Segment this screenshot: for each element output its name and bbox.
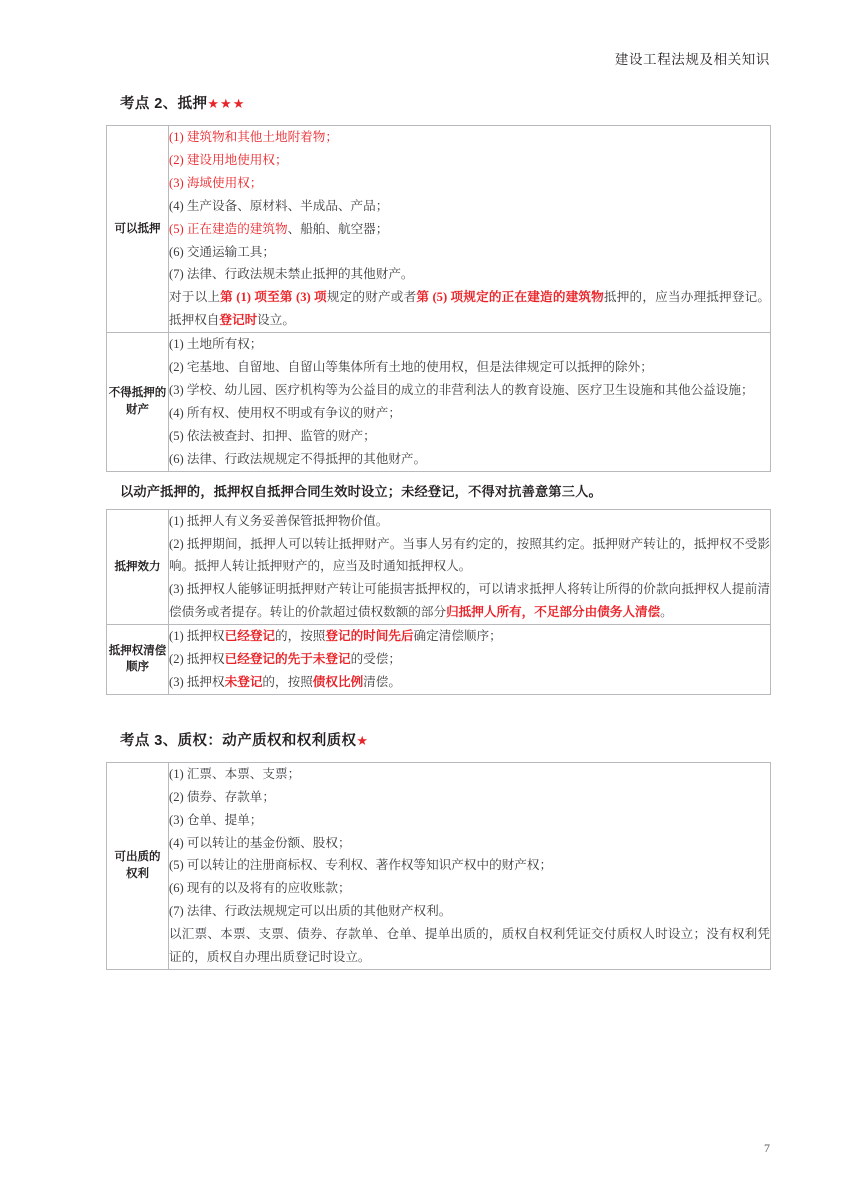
list-item-emphasis: 已经登记 [224,629,275,644]
row-body-diyaxiaoli [169,509,771,625]
list-item-emphasis: 债权比例 [312,674,364,689]
list-item: (7) 法律、行政法规未禁止抵押的其他财产。 [169,267,414,282]
list-item-emphasis: 已经登记的先于未登记 [224,652,351,667]
running-header: 建设工程法规及相关知识 [614,52,770,67]
list-item: (6) 交通运输工具； [169,244,275,259]
row-label-text: 权利 [126,867,149,880]
row-label-text: 不得抵押的 [108,387,167,400]
section-gap [106,695,771,729]
row-label-text: 抵押权清偿 [108,644,167,657]
summary-part: 对于以上 [169,290,221,305]
table-row [107,126,771,333]
list-item-summary: 以汇票、本票、支票、债券、存款单、仓单、提单出质的，质权自权利凭证交付质权人时设立；没有权利凭证的，质权自办理出质登记时设立。 [169,927,770,965]
list-item: (7) 法律、行政法规规定可以出质的其他财产权利。 [169,904,452,919]
list-item: (5) 依法被查封、扣押、监管的财产； [169,428,376,443]
section-heading-text: 考点 2、抵押 [120,96,208,112]
list-item [169,625,770,648]
list-item: (3) 仓单、提单； [169,812,263,827]
row-label-qingchangshunxu [107,625,169,695]
list-item-part: 的，按照 [275,629,326,644]
list-item-emphasis: 登记的时间先后 [325,629,414,644]
summary-emphasis: 登记时 [219,313,258,328]
list-item: (6) 法律、行政法规规定不得抵押的其他财产。 [169,451,427,466]
section-heading-text: 考点 3、质权：动产质权和权利质权 [120,732,357,749]
page-content [106,92,771,970]
row-label-text: 财产 [126,403,149,416]
table-row [107,762,771,969]
list-item: (1) 抵押人有义务妥善保管抵押物价值。 [169,513,389,528]
list-item: (2) 建设用地使用权； [169,152,288,167]
summary-emphasis: 第 (5) 项规定的正在建造的建筑物 [416,290,604,305]
table-mortgage-effect [106,509,771,695]
list-item-part: 。 [660,605,673,620]
list-item: (1) 汇票、本票、支票； [169,766,301,781]
summary-emphasis: 第 (1) 项至第 (3) 项 [220,290,327,305]
row-label-keyidiya [107,126,169,333]
section-heading-kaodian-2 [120,92,771,113]
list-item [169,218,770,241]
list-item: (3) 学校、幼儿园、医疗机构等为公益目的成立的非营利法人的教育设施、医疗卫生设施和其他公益设施； [169,382,754,397]
list-item-part: 的受偿； [350,652,401,667]
table-mortgage [106,125,771,472]
summary-part: 抵押的，应当办理抵押登记。抵押权自 [169,290,771,328]
list-item-tail: 、船舶、航空器； [287,221,389,236]
table-row [107,509,771,625]
table-row [107,625,771,695]
list-item-emphasis: 未登记 [224,674,263,689]
row-body-budedeiya [169,333,771,471]
row-label-diyaxiaoli [107,509,169,625]
list-item-part: (3) 抵押权 [169,674,225,689]
row-body-keyidiya [169,126,771,333]
row-label-budedeiya [107,333,169,471]
row-label-text: 顺序 [126,661,149,674]
difficulty-stars: ★★★ [207,96,246,111]
list-item-summary [169,286,770,332]
list-item [169,578,770,624]
summary-part: 设立。 [257,313,295,328]
list-item: (6) 现有的以及将有的应收账款； [169,881,351,896]
list-item-part: 的，按照 [262,674,313,689]
list-item: (4) 生产设备、原材料、半成品、产品； [169,198,389,213]
list-item-emphasis: 归抵押人所有，不足部分由债务人清偿 [446,605,661,620]
page-number: 7 [764,1141,770,1155]
list-item-part: (3) 抵押权人能够证明抵押财产转让可能损害抵押权的，可以请求抵押人将转让所得的价款向抵押权人提前清偿债务或者提存。转让的价款超过债权数额的部分 [169,582,770,620]
list-item: (2) 债券、存款单； [169,789,275,804]
row-label-text: 抵押效力 [114,560,161,573]
list-item: (1) 土地所有权； [169,337,263,352]
table-pledge [106,762,771,970]
list-item [169,648,770,671]
row-label-kechuzhi [107,762,169,969]
list-item: (3) 海域使用权； [169,175,263,190]
list-item-emphasis: (5) 正在建造的建筑物 [169,221,288,236]
list-item: (2) 抵押期间，抵押人可以转让抵押财产。当事人另有约定的，按照其约定。抵押财产转让的，抵押权不受影响。抵押人转让抵押财产的，应当及时通知抵押权人。 [169,536,770,574]
row-body-qingchangshunxu [169,625,771,695]
row-body-kechuzhi [169,762,771,969]
list-item: (1) 建筑物和其他土地附着物； [169,130,338,144]
table-row [107,333,771,471]
list-item-part: (1) 抵押权 [169,629,225,644]
list-item-part: 确定清偿顺序； [413,629,502,644]
row-label-text: 可以抵押 [114,222,161,235]
list-item [169,671,770,694]
row-label-text: 可出质的 [114,851,161,864]
list-item-part: (2) 抵押权 [169,652,225,667]
summary-part: 规定的财产或者 [326,290,417,305]
list-item-part: 清偿。 [363,674,401,689]
list-item: (5) 可以转让的注册商标权、专利权、著作权等知识产权中的财产权； [169,858,553,873]
section-heading-kaodian-3 [120,729,771,750]
list-item: (4) 所有权、使用权不明或有争议的财产； [169,405,401,420]
merged-emphasis-note: 以动产抵押的，抵押权自抵押合同生效时设立；未经登记，不得对抗善意第三人。 [120,483,602,499]
difficulty-stars: ★ [356,732,370,748]
list-item: (2) 宅基地、自留地、自留山等集体所有土地的使用权，但是法律规定可以抵押的除外； [169,360,653,375]
list-item: (4) 可以转让的基金份额、股权； [169,835,351,850]
